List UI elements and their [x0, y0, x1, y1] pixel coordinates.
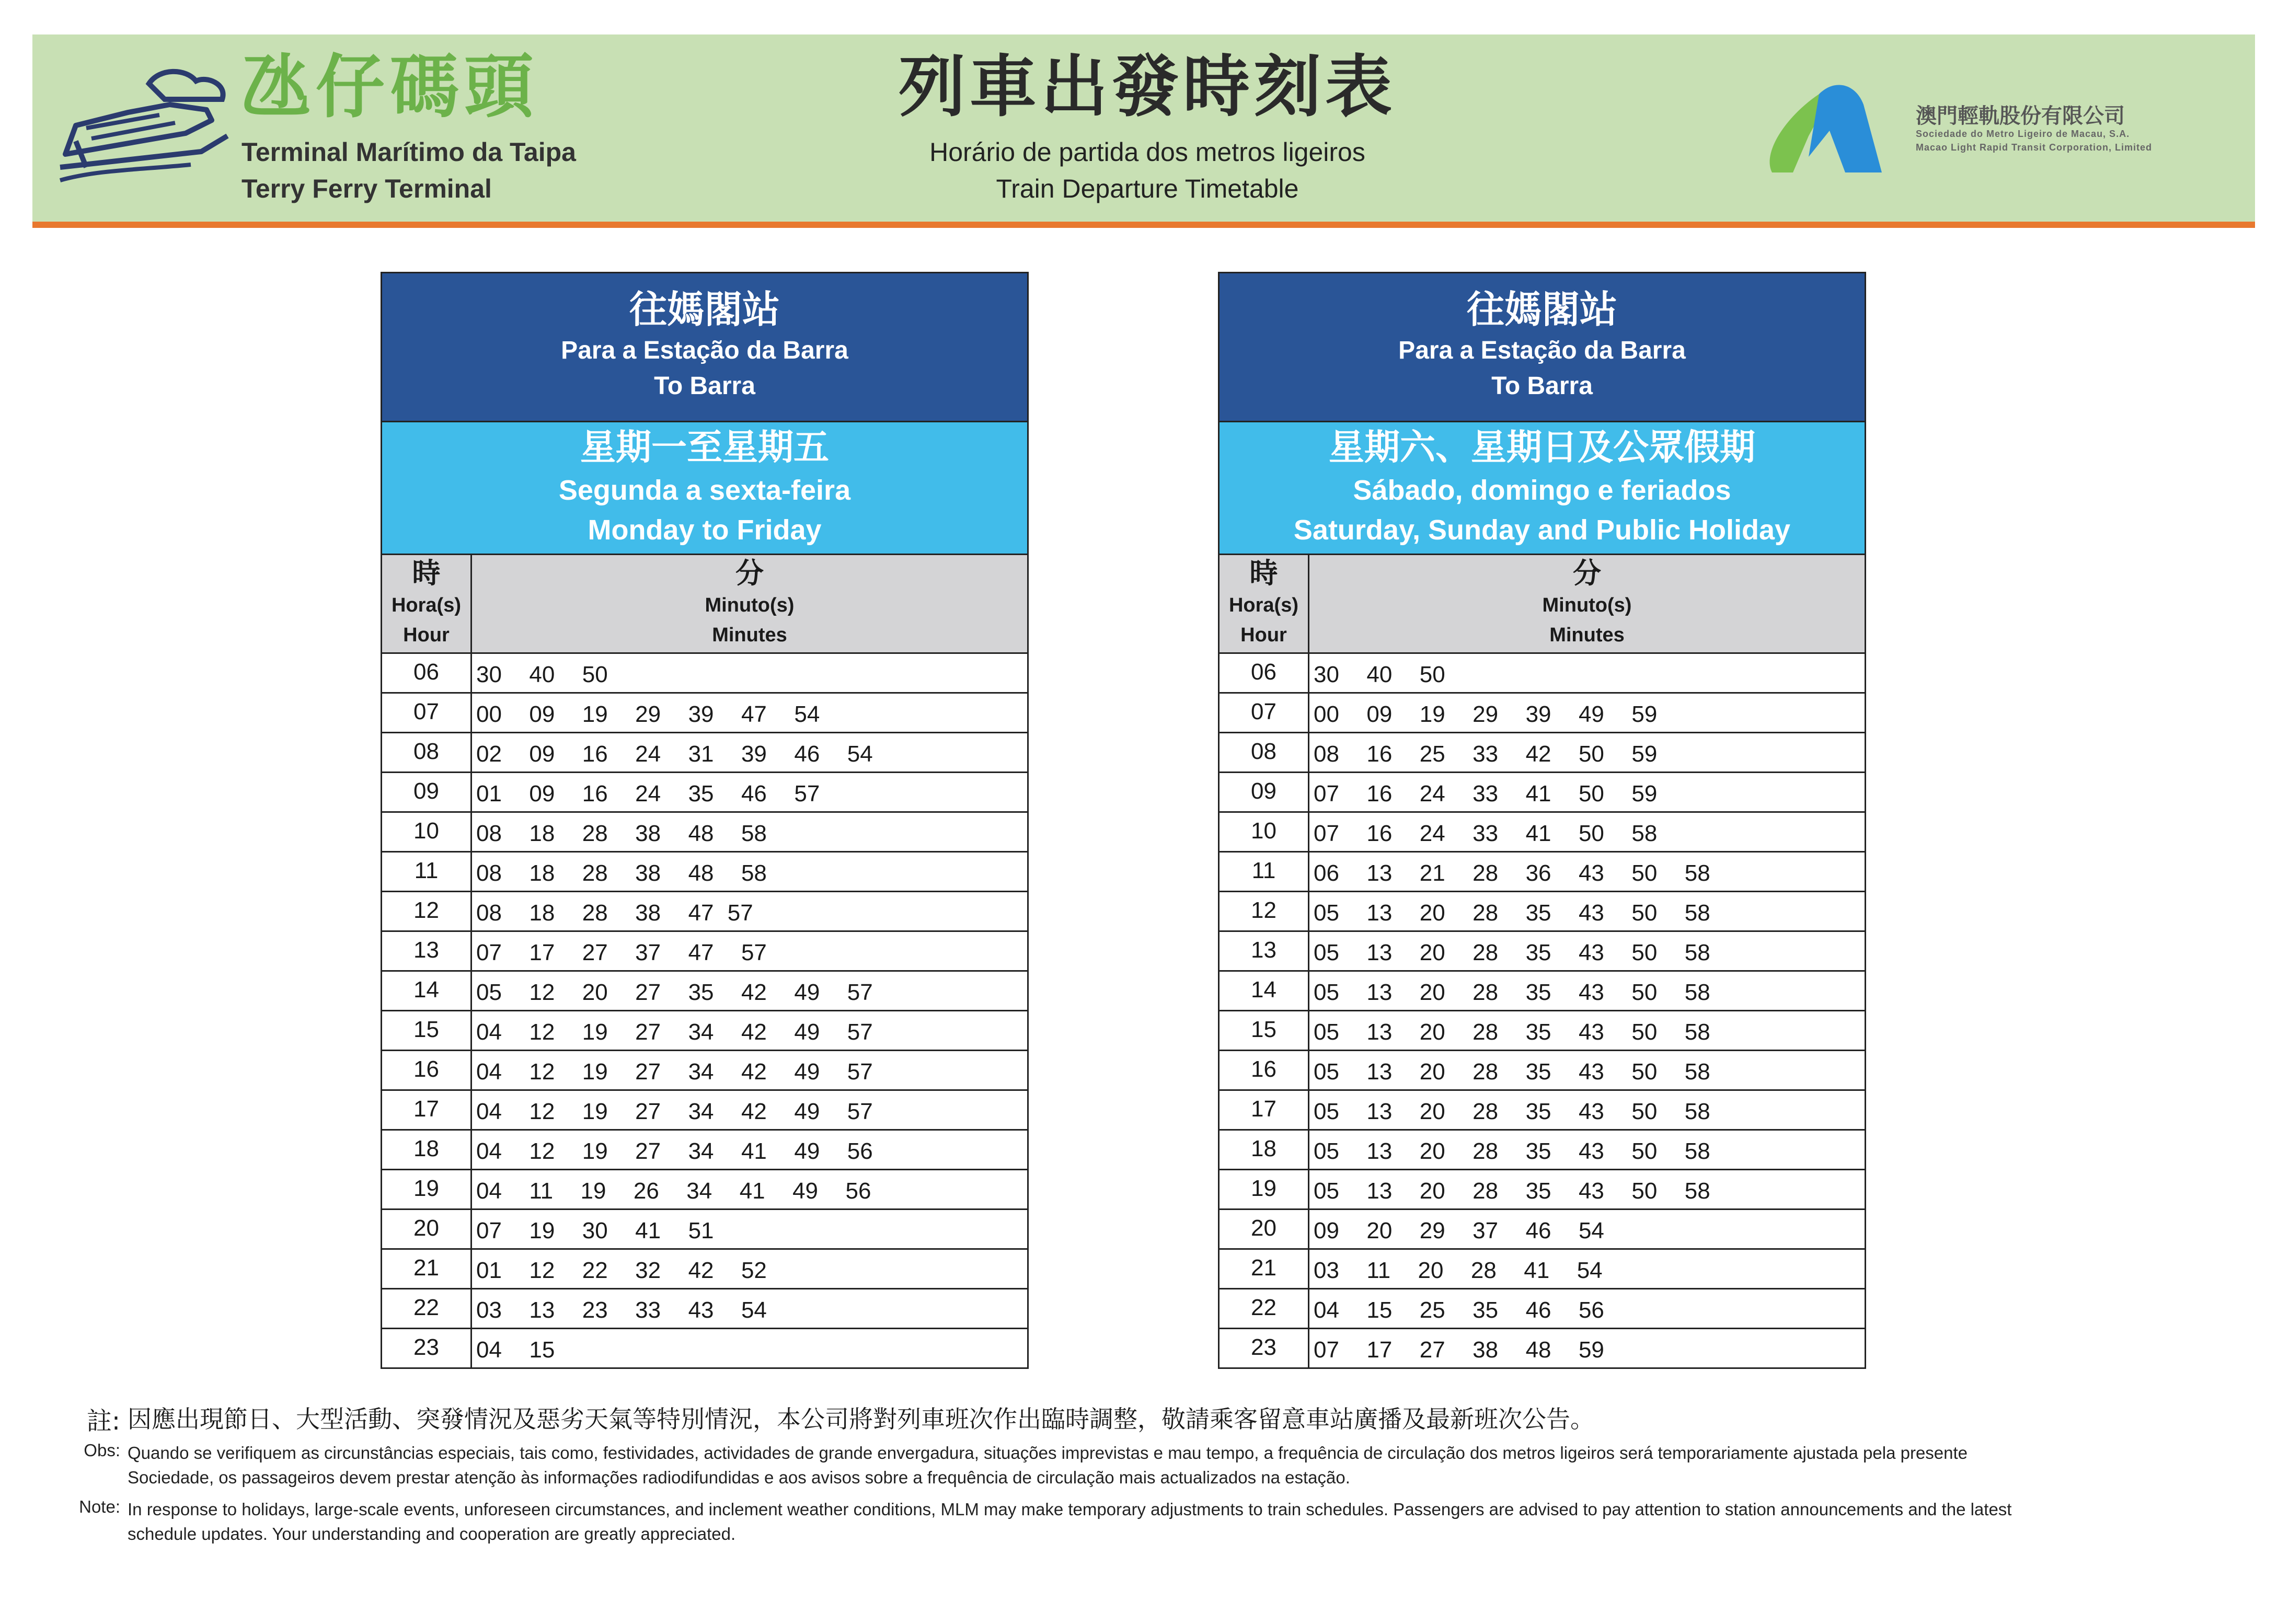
company-name-pt: Sociedade do Metro Ligeiro de Macau, S.A. — [1916, 129, 2130, 139]
timetable-weekend — [1218, 272, 1866, 1369]
table-row — [382, 811, 1027, 851]
destination-zh: 往媽閣站 — [629, 287, 780, 331]
minutes-cell: 08 16 25 33 42 50 59 — [1314, 741, 1658, 767]
table-row — [1220, 1169, 1865, 1208]
hour-cell: 19 — [1220, 1170, 1309, 1208]
table-row — [1220, 1050, 1865, 1089]
hour-cell: 17 — [1220, 1091, 1309, 1129]
hour-cell: 07 — [1220, 694, 1309, 732]
minute-label-pt: Minuto(s) — [1542, 594, 1632, 616]
minutes-cell: 07 17 27 38 48 59 — [1314, 1337, 1604, 1363]
table-row — [1220, 851, 1865, 891]
hour-cell: 21 — [1220, 1250, 1309, 1288]
table-row — [382, 851, 1027, 891]
timetable-weekday — [381, 272, 1029, 1369]
hour-cell: 09 — [382, 773, 472, 811]
minutes-cell: 05 13 20 28 35 43 50 58 — [1314, 1099, 1710, 1124]
minutes-cell: 04 11 19 26 34 41 49 56 — [476, 1178, 871, 1204]
hour-cell: 06 — [382, 654, 472, 692]
company-name-zh: 澳門輕軌股份有限公司 — [1916, 104, 2125, 128]
destination-pt: Para a Estação da Barra — [1398, 337, 1686, 364]
hour-cell: 14 — [1220, 972, 1309, 1010]
hour-cell: 07 — [382, 694, 472, 732]
page-title-zh: 列車出發時刻表 — [898, 48, 1396, 126]
hour-cell: 19 — [382, 1170, 472, 1208]
table-row — [1220, 1248, 1865, 1288]
minute-column-header — [472, 555, 1027, 652]
column-header-row — [1220, 554, 1865, 654]
table-row — [1220, 771, 1865, 811]
minutes-cell: 08 18 28 38 48 58 — [476, 821, 767, 846]
mlm-logo-icon — [1756, 73, 1892, 183]
service-days-pt: Sábado, domingo e feriados — [1353, 475, 1731, 506]
minutes-cell: 05 13 20 28 35 43 50 58 — [1314, 1059, 1710, 1085]
notes-section — [68, 1401, 2054, 1546]
service-days-header — [382, 421, 1027, 554]
table-row — [1220, 811, 1865, 851]
table-row — [1220, 654, 1865, 692]
service-days-en: Saturday, Sunday and Public Holiday — [1293, 514, 1791, 546]
minute-column-header — [1309, 555, 1865, 652]
hour-column-header — [382, 555, 472, 652]
hour-cell: 13 — [1220, 932, 1309, 970]
note-en-text: In response to holidays, large-scale events, unforeseen circumstances, and inclement weather conditions, MLM may make temporary adjustments to train schedules. Passengers are advised to pay attention to station announcements and the latest schedule updates. Your understanding and cooperation are greatly appreciated. — [128, 1500, 2012, 1544]
minutes-cell: 07 16 24 33 41 50 59 — [1314, 781, 1658, 807]
timetable-rows — [382, 654, 1027, 1367]
hour-cell: 20 — [1220, 1210, 1309, 1248]
minutes-cell: 01 09 16 24 35 46 57 — [476, 781, 820, 807]
terminal-name-pt: Terminal Marítimo da Taipa — [241, 137, 576, 167]
table-row — [382, 1169, 1027, 1208]
minutes-cell: 08 18 28 38 47 57 — [476, 900, 753, 926]
minutes-cell: 30 40 50 — [1314, 662, 1445, 687]
hour-cell: 10 — [1220, 813, 1309, 851]
hour-cell: 12 — [1220, 892, 1309, 930]
service-days-zh: 星期一至星期五 — [580, 427, 829, 468]
table-row — [382, 930, 1027, 970]
table-row — [1220, 1089, 1865, 1129]
note-zh-label: 註: — [86, 1407, 120, 1436]
hour-cell: 11 — [1220, 853, 1309, 891]
table-row — [1220, 1208, 1865, 1248]
service-days-header — [1220, 421, 1865, 554]
hour-cell: 23 — [1220, 1329, 1309, 1367]
service-days-zh: 星期六、星期日及公眾假期 — [1328, 427, 1755, 468]
destination-en: To Barra — [1491, 372, 1593, 400]
hour-cell: 16 — [1220, 1051, 1309, 1089]
table-row — [382, 1328, 1027, 1367]
table-row — [382, 970, 1027, 1010]
minutes-cell: 04 12 19 27 34 42 49 57 — [476, 1019, 873, 1045]
company-name-en: Macao Light Rapid Transit Corporation, Limited — [1916, 142, 2153, 153]
minutes-cell: 07 19 30 41 51 — [476, 1218, 714, 1243]
table-row — [382, 1010, 1027, 1050]
page-title-en: Train Departure Timetable — [996, 174, 1299, 203]
table-row — [1220, 1129, 1865, 1169]
minutes-cell: 08 18 28 38 48 58 — [476, 860, 767, 886]
minutes-cell: 04 15 25 35 46 56 — [1314, 1297, 1604, 1323]
minutes-cell: 07 16 24 33 41 50 58 — [1314, 821, 1658, 846]
minutes-cell: 01 12 22 32 42 52 — [476, 1258, 767, 1283]
hour-cell: 21 — [382, 1250, 472, 1288]
table-row — [1220, 891, 1865, 930]
hour-cell: 15 — [1220, 1011, 1309, 1050]
table-row — [382, 1089, 1027, 1129]
terminal-name-zh: 氹仔碼頭 — [241, 47, 538, 128]
header-divider — [32, 222, 2255, 228]
note-zh — [68, 1401, 2054, 1437]
note-pt-text: Quando se verifiquem as circunstâncias especiais, tais como, festividades, actividades de grande envergadura, situações imprevistas e mau tempo, a frequência de circulação dos metros ligeiros será temporariamente ajustada pela presente Sociedade, os passageiros devem prestar atenção às informações radiodifundidas e aos avisos sobre a frequência de circulação mais actualizados na estação. — [128, 1443, 1968, 1487]
destination-en: To Barra — [654, 372, 755, 400]
table-row — [382, 654, 1027, 692]
note-pt — [68, 1441, 2054, 1490]
table-row — [382, 891, 1027, 930]
minute-label-en: Minutes — [1549, 624, 1625, 646]
minutes-cell: 09 20 29 37 46 54 — [1314, 1218, 1604, 1243]
ferry-logo-icon — [55, 63, 235, 188]
minute-label-zh: 分 — [735, 557, 764, 590]
minutes-cell: 00 09 19 29 39 49 59 — [1314, 701, 1658, 727]
minutes-cell: 05 12 20 27 35 42 49 57 — [476, 980, 873, 1005]
hour-cell: 10 — [382, 813, 472, 851]
hour-cell: 23 — [382, 1329, 472, 1367]
hour-cell: 22 — [1220, 1289, 1309, 1328]
destination-header — [1220, 273, 1865, 421]
table-row — [1220, 970, 1865, 1010]
minutes-cell: 02 09 16 24 31 39 46 54 — [476, 741, 873, 767]
minutes-cell: 07 17 27 37 47 57 — [476, 940, 767, 965]
hour-column-header — [1220, 555, 1309, 652]
service-days-en: Monday to Friday — [588, 514, 822, 546]
terminal-name-en: Terry Ferry Terminal — [241, 174, 492, 203]
table-row — [382, 1208, 1027, 1248]
table-row — [1220, 692, 1865, 732]
minutes-cell: 04 15 — [476, 1337, 555, 1363]
hour-cell: 06 — [1220, 654, 1309, 692]
minutes-cell: 04 12 19 27 34 42 49 57 — [476, 1059, 873, 1085]
note-en-label: Note: — [79, 1497, 120, 1516]
table-row — [1220, 1288, 1865, 1328]
minutes-cell: 06 13 21 28 36 43 50 58 — [1314, 860, 1710, 886]
table-row — [382, 732, 1027, 771]
minutes-cell: 04 12 19 27 34 41 49 56 — [476, 1138, 873, 1164]
hour-cell: 13 — [382, 932, 472, 970]
minutes-cell: 04 12 19 27 34 42 49 57 — [476, 1099, 873, 1124]
minute-label-zh: 分 — [1573, 557, 1601, 590]
hour-label-en: Hour — [403, 624, 450, 646]
table-row — [1220, 1010, 1865, 1050]
hour-cell: 08 — [1220, 733, 1309, 771]
note-zh-text: 因應出現節日、大型活動、突發情況及惡劣天氣等特別情況，本公司將對列車班次作出臨時調整，敬請乘客留意車站廣播及最新班次公告。 — [128, 1405, 1594, 1433]
hour-cell: 11 — [382, 853, 472, 891]
hour-cell: 20 — [382, 1210, 472, 1248]
page-title-pt: Horário de partida dos metros ligeiros — [929, 137, 1365, 167]
hour-cell: 08 — [382, 733, 472, 771]
minutes-cell: 05 13 20 28 35 43 50 58 — [1314, 1138, 1710, 1164]
hour-label-zh: 時 — [1249, 557, 1278, 590]
hour-label-pt: Hora(s) — [391, 594, 462, 616]
minutes-cell: 05 13 20 28 35 43 50 58 — [1314, 900, 1710, 926]
hour-label-en: Hour — [1240, 624, 1287, 646]
table-row — [382, 692, 1027, 732]
hour-label-pt: Hora(s) — [1228, 594, 1299, 616]
minutes-cell: 00 09 19 29 39 47 54 — [476, 701, 820, 727]
hour-cell: 16 — [382, 1051, 472, 1089]
table-row — [382, 771, 1027, 811]
table-row — [1220, 1328, 1865, 1367]
minute-label-en: Minutes — [712, 624, 787, 646]
minutes-cell: 05 13 20 28 35 43 50 58 — [1314, 1178, 1710, 1204]
timetable-rows — [1220, 654, 1865, 1367]
minutes-cell: 03 11 20 28 41 54 — [1314, 1258, 1603, 1283]
hour-cell: 18 — [382, 1131, 472, 1169]
hour-label-zh: 時 — [412, 557, 441, 590]
table-row — [382, 1288, 1027, 1328]
note-pt-label: Obs: — [84, 1441, 120, 1460]
table-row — [382, 1248, 1027, 1288]
minutes-cell: 30 40 50 — [476, 662, 608, 687]
column-header-row — [382, 554, 1027, 654]
destination-zh: 往媽閣站 — [1466, 287, 1617, 331]
hour-cell: 22 — [382, 1289, 472, 1328]
table-row — [1220, 930, 1865, 970]
minutes-cell: 03 13 23 33 43 54 — [476, 1297, 767, 1323]
note-en — [68, 1497, 2054, 1546]
hour-cell: 17 — [382, 1091, 472, 1129]
minute-label-pt: Minuto(s) — [705, 594, 795, 616]
destination-pt: Para a Estação da Barra — [561, 337, 848, 364]
service-days-pt: Segunda a sexta-feira — [558, 475, 851, 506]
hour-cell: 15 — [382, 1011, 472, 1050]
hour-cell: 14 — [382, 972, 472, 1010]
hour-cell: 18 — [1220, 1131, 1309, 1169]
table-row — [382, 1050, 1027, 1089]
destination-header — [382, 273, 1027, 421]
hour-cell: 12 — [382, 892, 472, 930]
minutes-cell: 05 13 20 28 35 43 50 58 — [1314, 1019, 1710, 1045]
minutes-cell: 05 13 20 28 35 43 50 58 — [1314, 940, 1710, 965]
minutes-cell: 05 13 20 28 35 43 50 58 — [1314, 980, 1710, 1005]
table-row — [1220, 732, 1865, 771]
table-row — [382, 1129, 1027, 1169]
hour-cell: 09 — [1220, 773, 1309, 811]
